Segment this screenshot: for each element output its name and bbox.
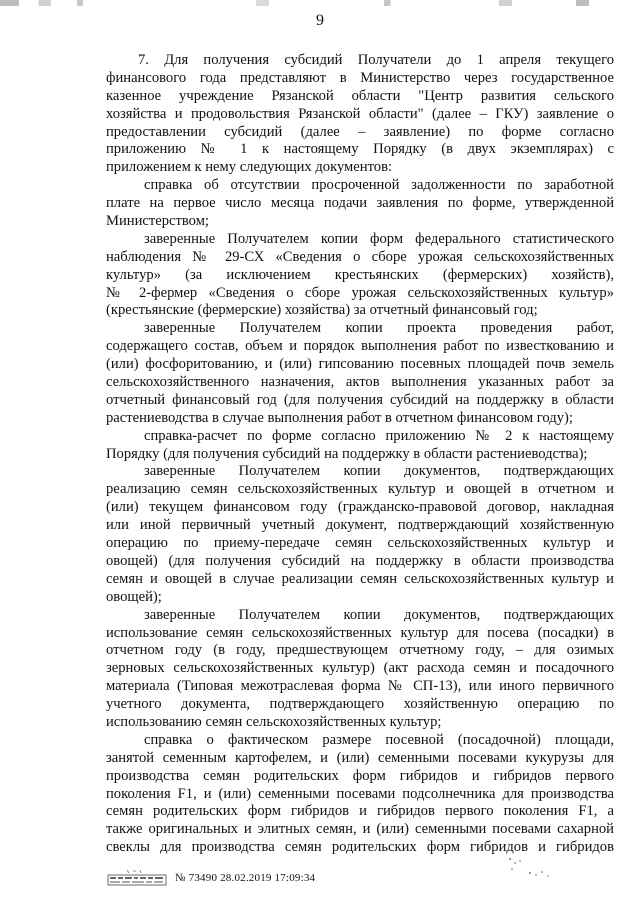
paragraph-line: свеклы для производства семян родительских форм гибридов и гибридов bbox=[106, 839, 614, 856]
paragraph-line: зерновых сельскохозяйственных культур) (акт расхода семян и посадочного bbox=[106, 660, 614, 677]
paragraph-line: отчетном году (в году, предшествующем отчетному году, – для озимых bbox=[106, 642, 614, 659]
paragraph-line: семян и овощей в случае реализации семян сельскохозяйственных культур и bbox=[106, 570, 614, 587]
paragraph-line: справка об отсутствии просроченной задолженности по заработной bbox=[144, 177, 614, 194]
paragraph-line: культур» (за исключением крестьянских (фермерских) хозяйств), bbox=[106, 266, 614, 283]
paragraph-line: заверенные Получателем копии документов, подтверждающих bbox=[144, 606, 614, 623]
paragraph-line: использованию семян сельскохозяйственных культур; bbox=[106, 713, 442, 730]
paragraph-line: овощей); bbox=[106, 588, 162, 605]
paragraph-line: хозяйства и продовольствия Рязанской области" (далее – ГКУ) заявление о bbox=[106, 105, 614, 122]
paragraph-line: поколения F1, и (или) семенными посевами подсолнечника для производства bbox=[106, 785, 614, 802]
paragraph-line: плате на первое число месяца подачи заявления по форме, утвержденной bbox=[106, 195, 614, 212]
paragraph-line: операцию по приему-передаче семян сельскохозяйственных культур и bbox=[106, 535, 614, 552]
paragraph-line: 7. Для получения субсидий Получатели до 1 апреля текущего bbox=[138, 52, 614, 68]
paragraph-line: или иной первичный учетный документ, подтверждающий хозяйственную bbox=[106, 517, 614, 534]
paragraph-line: заверенные Получателем копии проекта проведения работ, bbox=[144, 320, 614, 337]
registration-number: № 73490 28.02.2019 17:09:34 bbox=[175, 872, 316, 884]
paragraph-line: (или) текущем финансовом году (гражданско-правовой договор, накладная bbox=[106, 499, 614, 516]
paragraph-line: (или) фосфоритованию, и (или) гипсованию посевных площадей почв земель bbox=[106, 356, 614, 373]
paragraph-line: производства семян родительских форм гибридов и гибридов первого bbox=[106, 767, 614, 784]
paragraph-line: справка о фактическом размере посевной (посадочной) площади, bbox=[144, 731, 614, 748]
paragraph-line: приложением к нему следующих документов: bbox=[106, 159, 393, 176]
paragraph-line: Порядку (для получения субсидий на поддержку в области растениеводства); bbox=[106, 445, 588, 462]
paragraph-line: семян родительских форм гибридов и гибридов первого поколения F1, а bbox=[106, 803, 614, 820]
scan-artifact-bottom bbox=[500, 855, 560, 885]
paragraph-line: финансового года представляют в Министерство через государственное bbox=[106, 69, 614, 86]
paragraph-line: сельскохозяйственного назначения, актов выполнения указанных работ за bbox=[106, 374, 614, 391]
document-footer bbox=[107, 868, 315, 888]
paragraph-line: предоставлении субсидий (далее – заявление) по форме согласно bbox=[106, 123, 614, 140]
paragraph-line: Министерством; bbox=[106, 213, 209, 230]
paragraph-line: занятой семенным картофелем, и (или) семенными посевами кукурузы для bbox=[106, 749, 614, 766]
paragraph-line: овощей) (для получения субсидий на поддержку в области производства bbox=[106, 552, 614, 569]
page-number: 9 bbox=[316, 12, 324, 29]
paragraph-line: казенное учреждение Рязанской области "Центр развития сельского bbox=[106, 87, 614, 104]
paragraph-line: растениеводства в случае выполнения работ в отчетном финансовом году); bbox=[106, 409, 573, 426]
paragraph-line: наблюдения № 29-СХ «Сведения о сборе урожая сельскохозяйственных bbox=[106, 248, 614, 265]
paragraph-line: (крестьянские (фермерские) хозяйства) за отчетный финансовый год; bbox=[106, 302, 538, 319]
paragraph-line: № 2-фермер «Сведения о сборе урожая сельскохозяйственных культур» bbox=[106, 284, 614, 301]
paragraph-line: заверенные Получателем копии документов, подтверждающих bbox=[144, 463, 614, 480]
paragraph-line: реализацию семян сельскохозяйственных культур и овощей в отчетном и bbox=[106, 481, 614, 498]
paragraph-line: справка-расчет по форме согласно приложению № 2 к настоящему bbox=[144, 427, 614, 444]
paragraph-line: также оригинальных и элитных семян, и (или) семенными посевами сахарной bbox=[106, 821, 614, 838]
paragraph-line: отчетный финансовый год (для получения субсидий на поддержку в области bbox=[106, 391, 614, 408]
paragraph-line: заверенные Получателем копии форм федерального статистического bbox=[144, 230, 614, 247]
paragraph-line: содержащего состав, объем и порядок выполнения работ по известкованию и bbox=[106, 338, 614, 355]
paragraph-line: использование семян сельскохозяйственных культур для посева (посадки) в bbox=[106, 624, 614, 641]
paragraph-line: учетного документа, подтверждающего хозяйственную операцию по bbox=[106, 696, 614, 713]
registration-stamp-icon bbox=[107, 869, 169, 887]
paragraph-line: приложению № 1 к настоящему Порядку (в двух экземплярах) с bbox=[106, 141, 614, 158]
document-body bbox=[106, 52, 614, 857]
scan-artifact-top bbox=[0, 0, 640, 6]
paragraph-line: материала (Типовая межотраслевая форма № СП-13), или иного первичного bbox=[106, 678, 614, 695]
